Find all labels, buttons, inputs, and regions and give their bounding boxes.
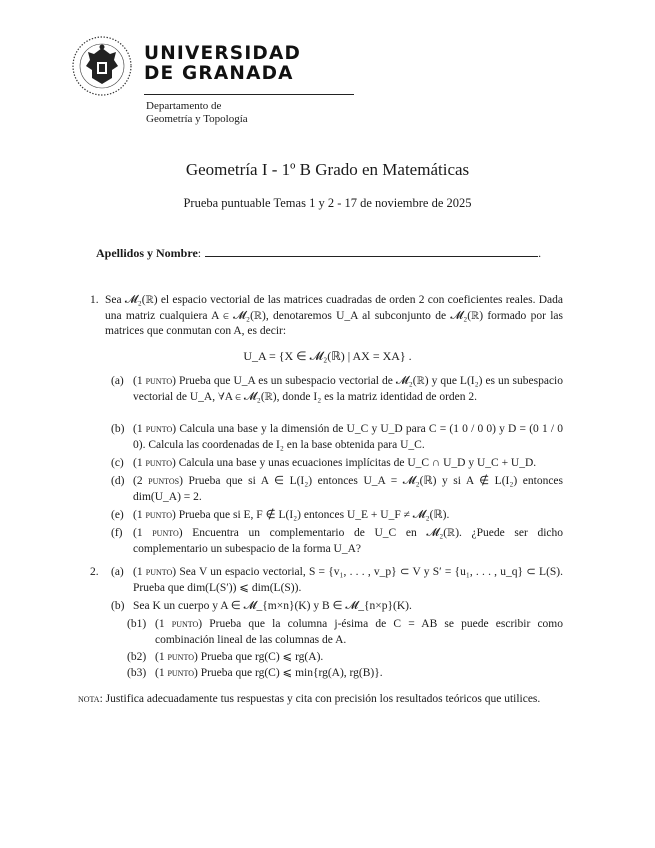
university-seal-logo — [70, 34, 134, 98]
problem2-number: 2. — [90, 566, 99, 578]
problem1-number: 1. — [90, 294, 99, 306]
problem2-item-b3 — [155, 666, 563, 682]
item-points: (1 punto) — [133, 457, 176, 469]
item-points: (1 punto) — [133, 527, 183, 539]
subitem-label: (b2) — [127, 651, 147, 663]
problem1-item-b — [133, 422, 563, 453]
subitem-label: (b1) — [127, 618, 147, 630]
name-field-label: Apellidos y Nombre — [96, 246, 198, 260]
note — [78, 692, 564, 708]
item-label: (a) — [111, 375, 124, 387]
item-points: (1 punto) — [133, 566, 177, 578]
note-text: Justifica adecuadamente tus respuestas y cita con precisión los resultados teóricos que utilices. — [105, 693, 541, 705]
item-text: Calcula una base y la dimensión de U_C y U_D para C = (1 0 / 0 0) y D = (0 1 / 0 0). Calcula las coordenadas de I₂ en la base obtenida para U_C. — [133, 423, 564, 451]
problem2-item-a — [133, 565, 563, 596]
item-label: (e) — [111, 509, 124, 521]
item-label: (f) — [111, 527, 123, 539]
problem1-equation: U_A = {X ∈ 𝓜₂(ℝ) | AX = XA} . — [243, 349, 412, 363]
name-field-colon: : — [197, 246, 202, 260]
department-line1: Departamento de — [146, 100, 222, 112]
item-points: (1 punto) — [133, 375, 176, 387]
university-name-line1: UNIVERSIDAD — [144, 43, 302, 64]
item-points: (2 puntos) — [133, 475, 183, 487]
item-label: (b) — [111, 423, 125, 435]
item-label: (d) — [111, 475, 125, 487]
item-text: Prueba que U_A es un subespacio vectorial de 𝓜₂(ℝ) y que L(I₂) es un subespacio vectorial de U_A, ∀A ∈ 𝓜₂(ℝ), donde I₂ es la matriz identidad de orden 2. — [133, 375, 563, 403]
exam-subtitle: Prueba puntuable Temas 1 y 2 - 17 de noviembre de 2025 — [183, 196, 472, 210]
item-label: (c) — [111, 457, 124, 469]
item-text: Prueba que si E, F ∉ L(I₂) entonces U_E + U_F ≠ 𝓜₂(ℝ). — [178, 509, 450, 521]
problem2-item-b1 — [155, 617, 563, 648]
problem1-item-a — [133, 374, 563, 405]
name-field-end: . — [538, 246, 542, 260]
department-name — [146, 100, 248, 126]
problem2-item-b2 — [155, 650, 563, 666]
item-text: Sea V un espacio vectorial, S = {v₁, . . . , v_p} ⊂ V y S′ = {u₁, . . . , u_q} ⊂ L(S). Prueba que dim(L(S′)) ⩽ dim(L(S)). — [133, 566, 563, 594]
name-field-blank — [205, 248, 538, 257]
item-label: (a) — [111, 566, 124, 578]
exam-title: Geometría I - 1º B Grado en Matemáticas — [185, 160, 470, 179]
problem1-item-f — [133, 526, 563, 557]
university-name-line2: DE GRANADA — [144, 63, 294, 84]
item-points: (1 punto) — [133, 509, 176, 521]
item-points: (1 punto) — [133, 423, 177, 435]
problem1-item-e — [133, 508, 563, 524]
subitem-label: (b3) — [127, 667, 147, 679]
problem2-item-b: Sea K un cuerpo y A ∈ 𝓜_{m×n}(K) y B ∈ 𝓜_{n×p}(K). — [133, 600, 412, 612]
university-name — [144, 44, 301, 84]
header-divider — [144, 94, 354, 95]
letterhead — [70, 28, 300, 128]
item-text: Calcula una base y unas ecuaciones implícitas de U_C ∩ U_D y U_C + U_D. — [178, 457, 537, 469]
problem1-item-c — [133, 456, 563, 472]
item-text: Prueba que la columna j-ésima de C = AB se puede escribir como combinación lineal de las columnas de A. — [155, 618, 563, 646]
item-text: Prueba que si A ∈ L(I₂) entonces U_A = 𝓜₂(ℝ) y si A ∉ L(I₂) entonces dim(U_A) = 2. — [133, 475, 563, 503]
item-text: Prueba que rg(C) ⩽ rg(A). — [200, 651, 324, 663]
note-label: nota: — [78, 693, 103, 705]
item-text: Prueba que rg(C) ⩽ min{rg(A), rg(B)}. — [200, 667, 383, 679]
item-points: (1 punto) — [155, 667, 198, 679]
problem1-item-d — [133, 474, 563, 505]
item-label: (b) — [111, 600, 125, 612]
item-points: (1 punto) — [155, 651, 198, 663]
item-text: Encuentra un complementario de U_C en 𝓜₂(ℝ). ¿Puede ser dicho complementario un subespacio de la forma U_A? — [133, 527, 563, 555]
name-field — [96, 246, 541, 261]
problem1-intro: Sea 𝓜₂(ℝ) el espacio vectorial de las matrices cuadradas de orden 2 con coeficientes reales. Dada una matriz cualquiera A ∈ 𝓜₂(ℝ), denotaremos U_A al subconjunto de 𝓜₂(ℝ) formado por las matrices que conmutan con A, es decir: — [105, 294, 563, 337]
department-line2: Geometría y Topología — [146, 113, 248, 125]
item-points: (1 punto) — [155, 618, 203, 630]
